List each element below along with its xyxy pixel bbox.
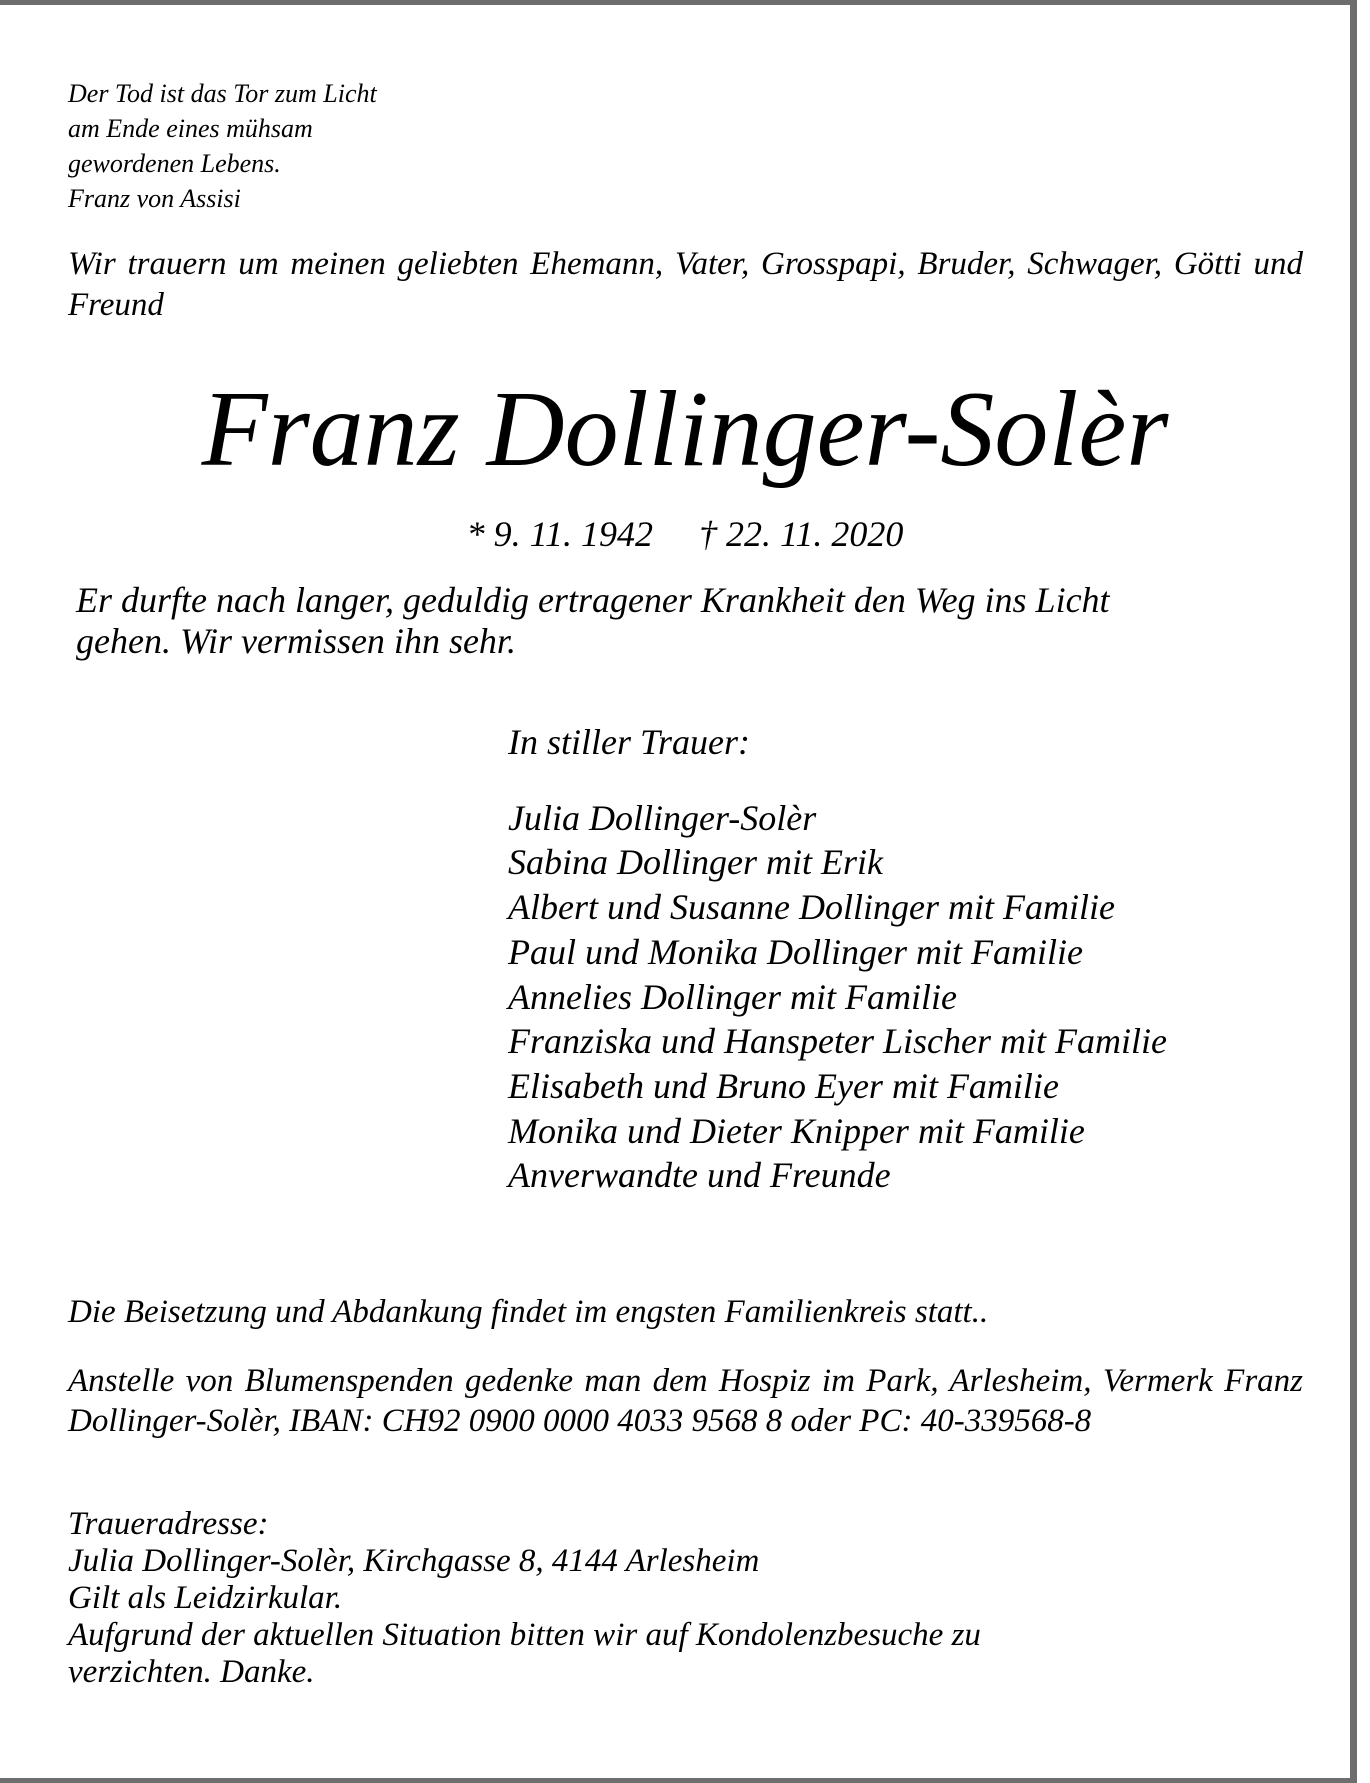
mourner-name: Anverwandte und Freunde (508, 1155, 891, 1196)
mourners-list (508, 720, 1167, 1198)
mourning-intro: Wir trauern um meinen geliebten Ehemann, Vater, Grosspapi, Bruder, Schwager, Götti und Freund (68, 246, 1303, 323)
life-dates (0, 512, 1370, 556)
condolence-notice: Aufgrund der aktuellen Situation bitten wir auf Kondolenzbesuche zu (68, 1617, 981, 1653)
address-line: Julia Dollinger-Solèr, Kirchgasse 8, 4144 Arlesheim (68, 1543, 760, 1579)
quote-line: gewordenen Lebens. (68, 149, 281, 178)
quote-author: Franz von Assisi (68, 184, 241, 213)
mourner-name: Annelies Dollinger mit Familie (508, 976, 957, 1017)
tribute-line: Er durfte nach langer, geduldig ertragener Krankheit den Weg ins Licht (76, 580, 1110, 620)
mourner-name: Albert und Susanne Dollinger mit Familie (508, 887, 1115, 928)
tribute-text (76, 580, 1276, 662)
mourner-name: Sabina Dollinger mit Erik (508, 842, 883, 883)
birth-date: * 9. 11. 1942 (466, 514, 653, 554)
mourning-address (68, 1506, 981, 1691)
opening-quote (68, 76, 377, 216)
tribute-line: gehen. Wir vermissen ihn sehr. (76, 621, 516, 661)
mourner-name: Franziska und Hanspeter Lischer mit Familie (508, 1021, 1167, 1062)
address-label: Traueradresse: (68, 1506, 269, 1542)
mourners-heading: In stiller Trauer: (508, 722, 751, 762)
mourner-name: Elisabeth und Bruno Eyer mit Familie (508, 1065, 1059, 1106)
deceased-name: Franz Dollinger-Solèr (201, 370, 1169, 489)
quote-line: am Ende eines mühsam (68, 114, 313, 143)
mourner-name: Paul und Monika Dollinger mit Familie (508, 931, 1083, 972)
donation-notice: Anstelle von Blumenspenden gedenke man dem Hospiz im Park, Arlesheim, Vermerk Franz Dollinger-Solèr, IBAN: CH92 0900 0000 4033 9568 8 oder PC: 40-339568-8 (68, 1363, 1303, 1439)
mourner-name: Julia Dollinger-Solèr (508, 797, 817, 838)
condolence-notice: verzichten. Danke. (68, 1654, 315, 1690)
mourner-name: Monika und Dieter Knipper mit Familie (508, 1110, 1085, 1151)
burial-notice: Die Beisetzung und Abdankung findet im engsten Familienkreis statt.. (68, 1294, 989, 1330)
death-date: † 22. 11. 2020 (699, 514, 904, 554)
circular-note: Gilt als Leidzirkular. (68, 1580, 343, 1616)
quote-line: Der Tod ist das Tor zum Licht (68, 79, 377, 108)
